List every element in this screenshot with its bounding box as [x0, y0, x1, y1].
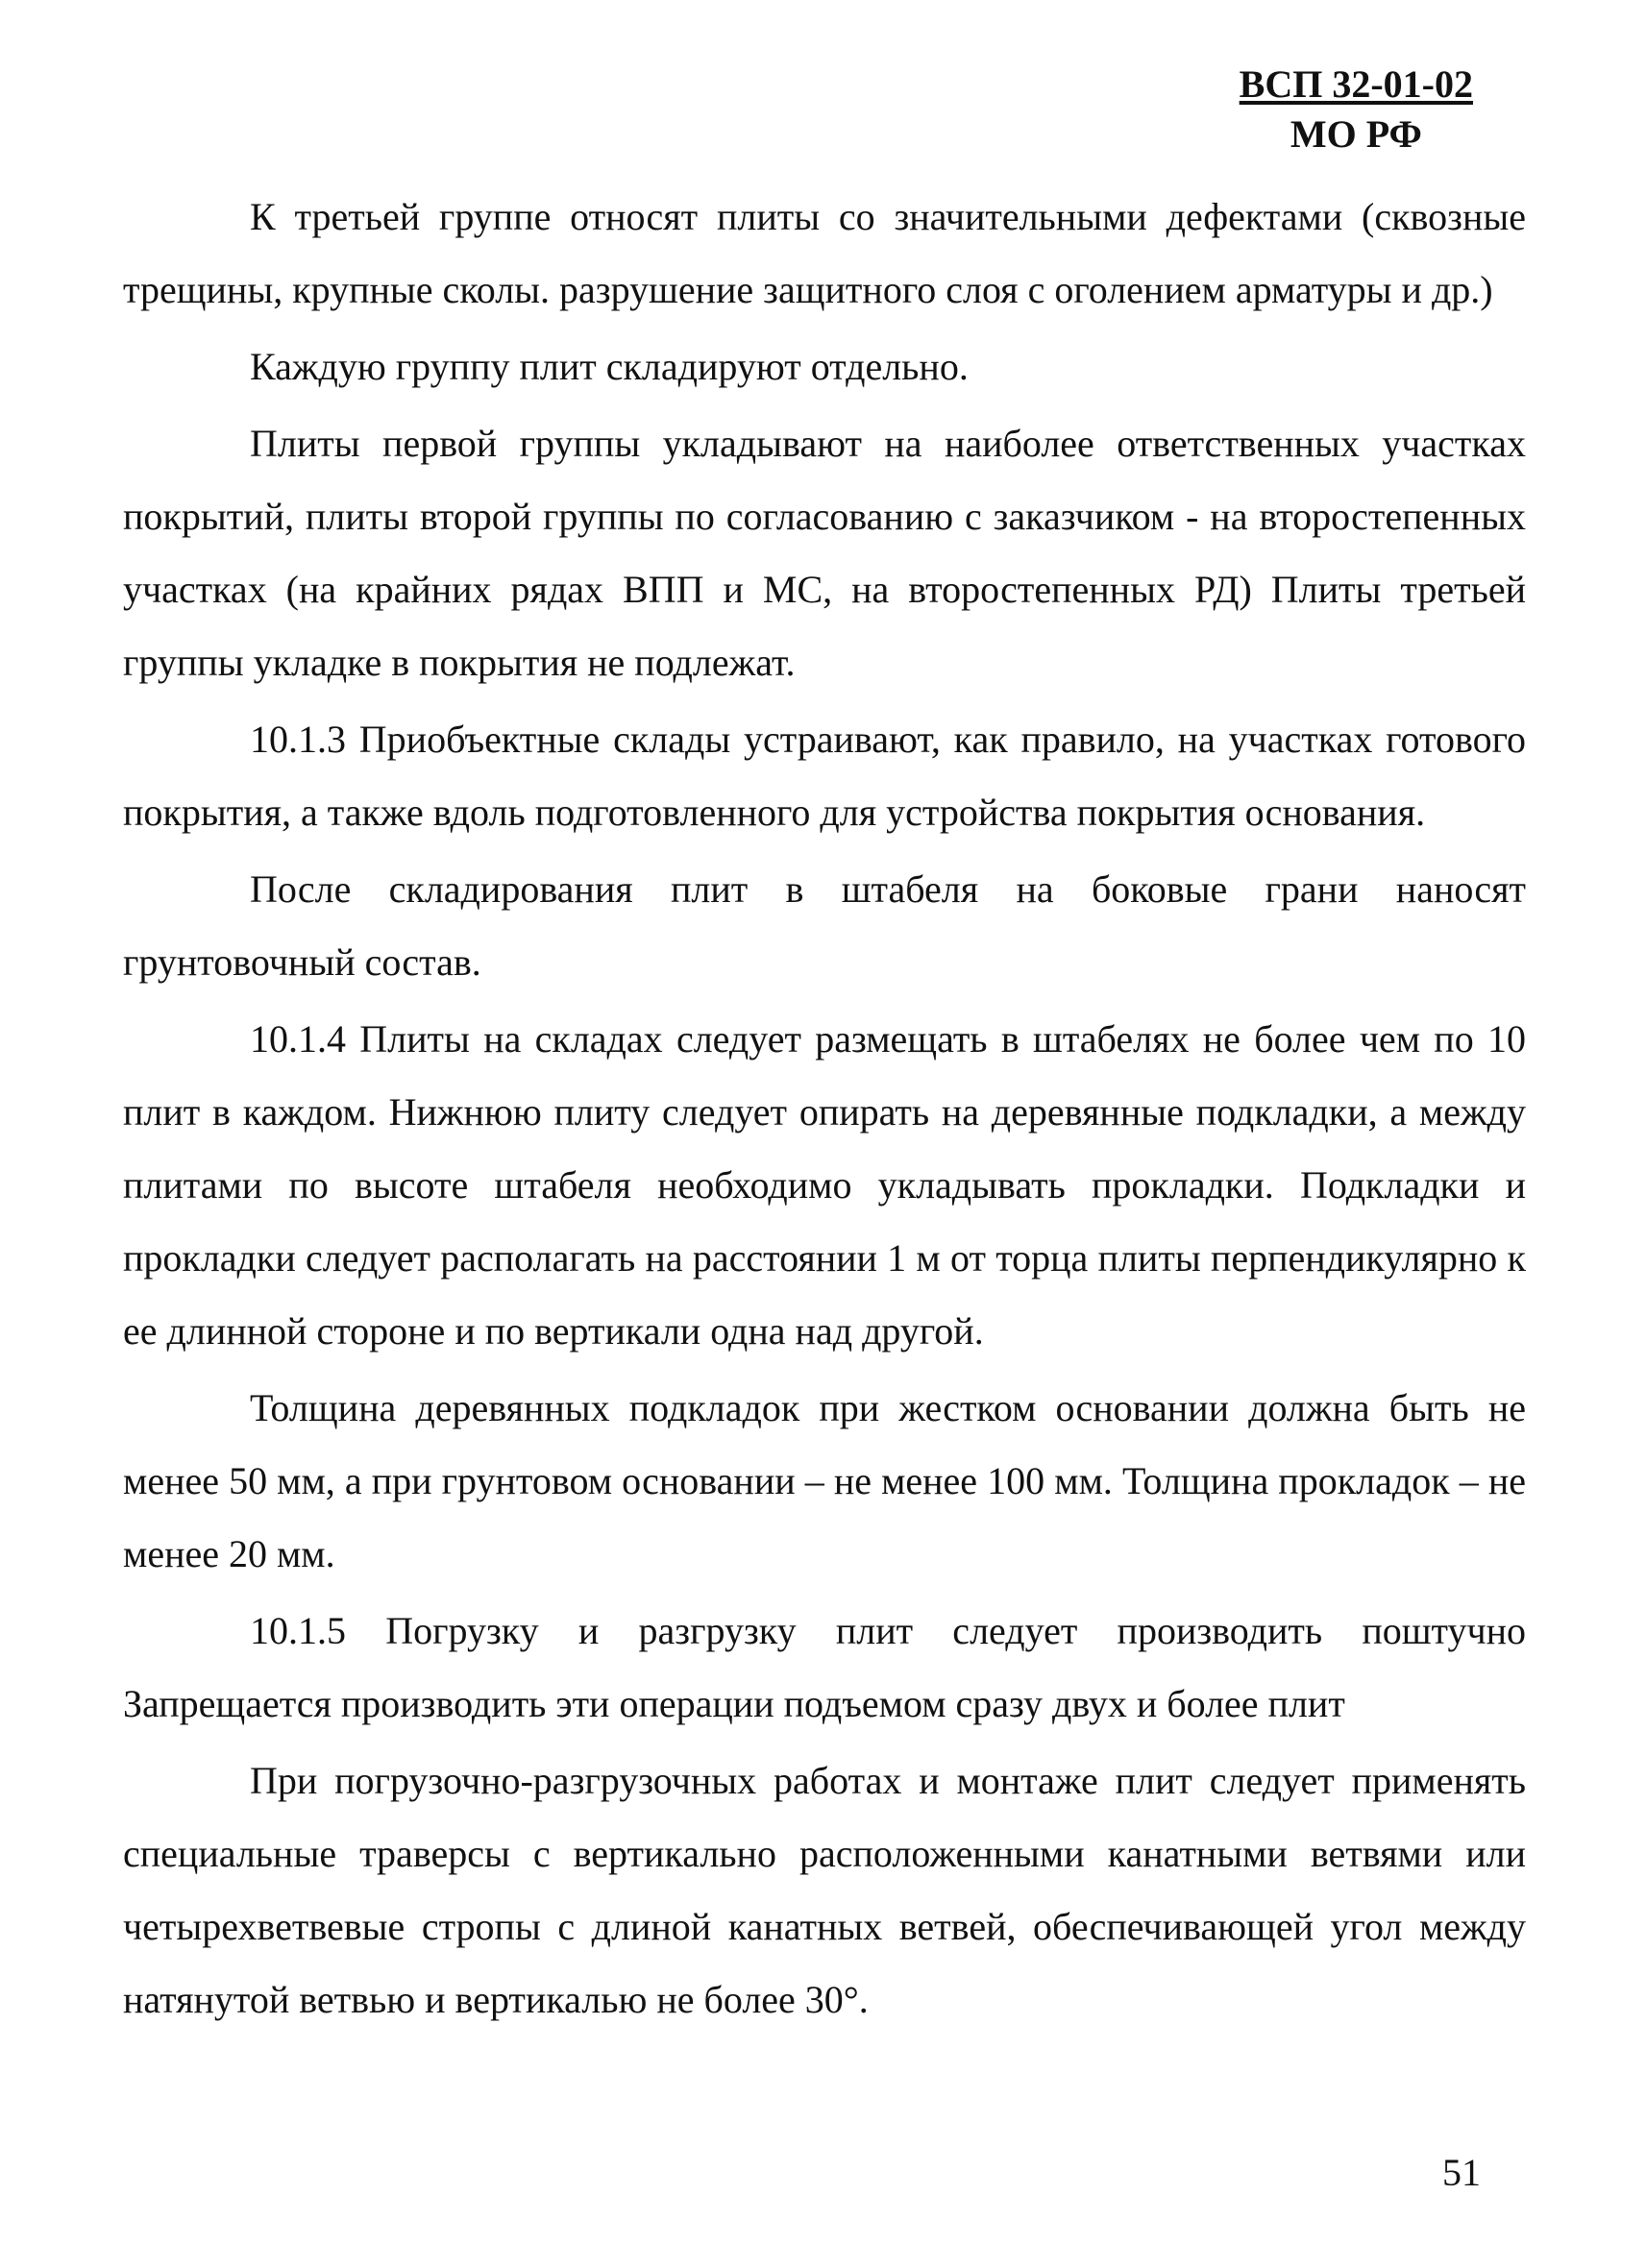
paragraph-group-placement: Плиты первой группы укладывают на наиболее ответственных участках покрытий, плиты второй группы по согласованию с заказчиком - на второстепенных участках (на крайних рядах ВПП и МС, на второстепенных РД) Плиты третьей группы укладке в покрытия не подлежат.: [123, 422, 1526, 684]
paragraph-separate-storage: Каждую группу плит складируют отдельно.: [250, 345, 969, 388]
paragraph-10-1-3: 10.1.3 Приобъектные склады устраивают, как правило, на участках готового покрытия, а также вдоль подготовленного для устройства покрытия основания.: [123, 718, 1526, 834]
paragraph-third-group: К третьей группе относят плиты со значительными дефектами (сквозные трещины, крупные сколы. разрушение защитного слоя с оголением арматуры и др.): [123, 195, 1526, 311]
page-number: 51: [1442, 2151, 1481, 2194]
organization-label: МО РФ: [1290, 112, 1422, 156]
paragraph-pad-thickness: Толщина деревянных подкладок при жестком основании должна быть не менее 50 мм, а при грунтовом основании – не менее 100 мм. Толщина прокладок – не менее 20 мм.: [123, 1386, 1526, 1575]
paragraph-10-1-4: 10.1.4 Плиты на складах следует размещать в штабелях не более чем по 10 плит в каждом. Нижнюю плиту следует опирать на деревянные подкладки, а между плитами по высоте штабеля необходимо укладывать прокладки. Подкладки и прокладки следует располагать на расстоянии 1 м от торца плиты перпендикулярно к ее длинной стороне и по вертикали одна над другой.: [123, 1017, 1526, 1353]
body-text: [123, 181, 1526, 2036]
paragraph-lifting-equipment: При погрузочно-разгрузочных работах и монтаже плит следует применять специальные траверсы с вертикально расположенными канатными ветвями или четырехветвевые стропы с длиной канатных ветвей, обеспечивающей угол между натянутой ветвью и вертикалью не более 30°.: [123, 1759, 1526, 2021]
document-code: ВСП 32-01-02: [1239, 62, 1473, 106]
paragraph-primer: После складирования плит в штабеля на боковые грани наносят грунтовочный состав.: [123, 867, 1526, 984]
document-header: [1240, 60, 1473, 159]
paragraph-10-1-5: 10.1.5 Погрузку и разгрузку плит следует производить поштучно Запрещается производить эти операции подъемом сразу двух и более плит: [123, 1609, 1526, 1725]
